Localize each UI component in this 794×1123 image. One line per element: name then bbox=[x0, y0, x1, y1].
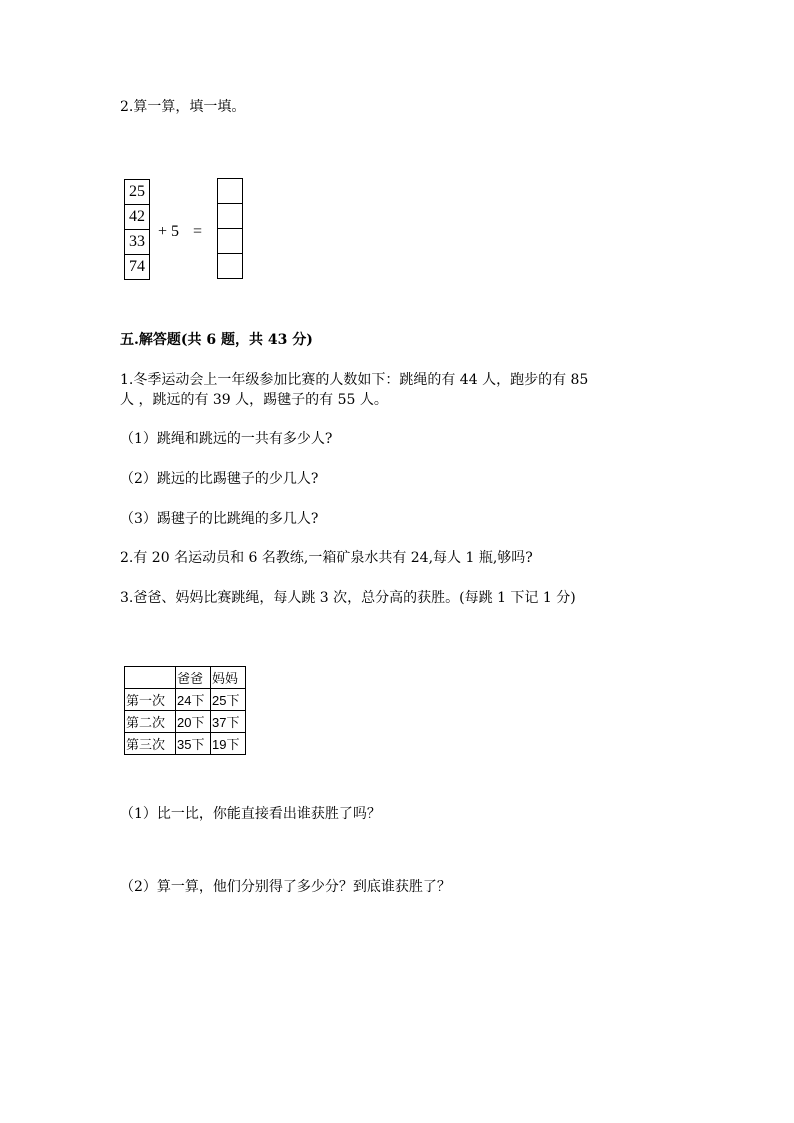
problem-3-sub-1: （1）比一比，你能直接看出谁获胜了吗？ bbox=[120, 806, 381, 822]
answer-box[interactable] bbox=[218, 254, 243, 279]
table-row bbox=[125, 733, 246, 755]
problem-3: 3.爸爸、妈妈比赛跳绳，每人跳 3 次，总分高的获胜。(每跳 1 下记 1 分) bbox=[120, 590, 576, 606]
table-cell: 第一次 bbox=[125, 689, 176, 711]
number-cell: 25 bbox=[125, 180, 150, 205]
table-row bbox=[125, 711, 246, 733]
answer-box[interactable] bbox=[218, 204, 243, 229]
section-title: 五.解答题(共 6 题，共 43 分) bbox=[120, 332, 313, 348]
table-row bbox=[125, 689, 246, 711]
problem-1-sub-2: （2）跳远的比踢毽子的少几人? bbox=[120, 471, 319, 487]
table-header-cell: 爸爸 bbox=[176, 667, 211, 689]
table-cell: 19下 bbox=[211, 733, 246, 755]
number-cell: 74 bbox=[125, 255, 150, 280]
problem-1-line-2: 人 ，跳远的有 39 人，踢毽子的有 55 人。 bbox=[120, 392, 388, 408]
answer-box[interactable] bbox=[218, 229, 243, 254]
number-column bbox=[124, 179, 150, 280]
problem-1-line-1: 1.冬季运动会上一年级参加比赛的人数如下：跳绳的有 44 人，跑步的有 85 bbox=[120, 372, 589, 388]
number-cell: 42 bbox=[125, 205, 150, 230]
table-cell: 第二次 bbox=[125, 711, 176, 733]
table-cell: 20下 bbox=[176, 711, 211, 733]
table-cell: 第三次 bbox=[125, 733, 176, 755]
table-cell: 35下 bbox=[176, 733, 211, 755]
problem-3-sub-2: （2）算一算，他们分别得了多少分？到底谁获胜了？ bbox=[120, 879, 451, 895]
number-cell: 33 bbox=[125, 230, 150, 255]
table-cell: 24下 bbox=[176, 689, 211, 711]
table-header-cell bbox=[125, 667, 176, 689]
score-table bbox=[124, 666, 246, 755]
answer-box-column bbox=[217, 178, 243, 279]
table-cell: 37下 bbox=[211, 711, 246, 733]
question-2-title: 2.算一算，填一填。 bbox=[120, 99, 246, 115]
problem-2: 2.有 20 名运动员和 6 名教练,一箱矿泉水共有 24,每人 1 瓶,够吗? bbox=[120, 550, 533, 566]
problem-1-sub-1: （1）跳绳和跳远的一共有多少人? bbox=[120, 431, 333, 447]
table-cell: 25下 bbox=[211, 689, 246, 711]
answer-box[interactable] bbox=[218, 179, 243, 204]
problem-1-sub-3: （3）踢毽子的比跳绳的多几人? bbox=[120, 511, 319, 527]
equals-sign: = bbox=[193, 223, 203, 240]
plus-five: + 5 bbox=[158, 223, 180, 240]
table-header-row bbox=[125, 667, 246, 689]
table-header-cell: 妈妈 bbox=[211, 667, 246, 689]
